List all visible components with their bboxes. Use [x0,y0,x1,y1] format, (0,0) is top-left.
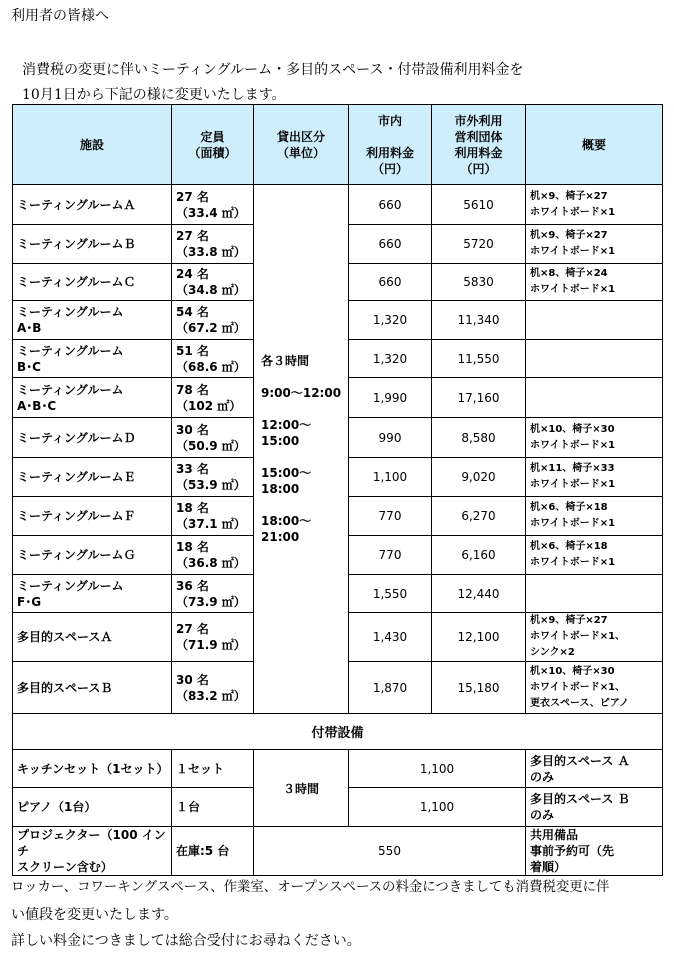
footer-line-3: 詳しい料金につきましては総合受付にお尋ねください。 [11,933,361,949]
room-outside-fee: 5610 [432,185,526,225]
room-overview: 机×6、椅子×18 ホワイトボード×1 [526,536,663,575]
room-name: ミーティングルーム F･G [13,575,172,613]
room-name: ミーティングルームＡ [13,185,172,225]
equipment-qty: １台 [172,788,254,827]
room-city-fee: 1,320 [349,340,432,378]
room-outside-fee: 9,020 [432,458,526,497]
footer-line-2: い値段を変更いたします。 [11,907,178,923]
room-name: 多目的スペースＡ [13,613,172,662]
room-capacity: 30 名 （83.2 ㎡） [172,662,254,714]
room-overview: 机×9、椅子×27 ホワイトボード×1 [526,185,663,225]
room-name: ミーティングルームＤ [13,418,172,458]
room-outside-fee: 11,340 [432,301,526,340]
header-overview: 概要 [526,105,663,185]
room-name: ミーティングルーム B･C [13,340,172,378]
room-city-fee: 660 [349,225,432,264]
room-overview: 机×10、椅子×30 ホワイトボード×1 [526,418,663,458]
room-city-fee: 1,430 [349,613,432,662]
equipment-slot: ３時間 [254,750,349,827]
room-outside-fee: 17,160 [432,378,526,418]
room-row [13,185,663,225]
room-overview [526,378,663,418]
equipment-note: 多目的スペース Ａ のみ [526,750,663,788]
room-city-fee: 990 [349,418,432,458]
room-outside-fee: 12,100 [432,613,526,662]
room-capacity: 27 名 （71.9 ㎡） [172,613,254,662]
equipment-row [13,750,663,788]
equipment-fee: 1,100 [349,788,526,827]
room-capacity: 27 名 （33.8 ㎡） [172,225,254,264]
room-overview: 机×10、椅子×30 ホワイトボード×1、 更衣スペース、ピアノ [526,662,663,714]
room-city-fee: 1,550 [349,575,432,613]
room-overview: 机×8、椅子×24 ホワイトボード×1 [526,264,663,301]
equipment-row [13,827,663,876]
room-city-fee: 770 [349,497,432,536]
room-city-fee: 1,870 [349,662,432,714]
room-name: ミーティングルームＢ [13,225,172,264]
room-outside-fee: 6,160 [432,536,526,575]
header-slot: 貸出区分 （単位） [254,105,349,185]
room-city-fee: 770 [349,536,432,575]
equipment-section-title: 付帯設備 [13,714,663,750]
room-overview [526,340,663,378]
room-outside-fee: 6,270 [432,497,526,536]
equipment-name: プロジェクター（100 インチ スクリーン含む） [13,827,172,876]
room-overview [526,301,663,340]
room-capacity: 18 名 （37.1 ㎡） [172,497,254,536]
room-name: ミーティングルーム A･B･C [13,378,172,418]
room-outside-fee: 8,580 [432,418,526,458]
room-overview: 机×6、椅子×18 ホワイトボード×1 [526,497,663,536]
room-capacity: 33 名 （53.9 ㎡） [172,458,254,497]
room-outside-fee: 5830 [432,264,526,301]
room-overview [526,575,663,613]
fee-table [12,104,663,876]
room-overview: 机×9、椅子×27 ホワイトボード×1、 シンク×2 [526,613,663,662]
room-capacity: 51 名 （68.6 ㎡） [172,340,254,378]
room-name: ミーティングルーム A･B [13,301,172,340]
header-capacity: 定員 （面積） [172,105,254,185]
room-capacity: 78 名 （102 ㎡） [172,378,254,418]
room-outside-fee: 15,180 [432,662,526,714]
room-overview: 机×11、椅子×33 ホワイトボード×1 [526,458,663,497]
room-city-fee: 660 [349,264,432,301]
room-city-fee: 1,320 [349,301,432,340]
room-capacity: 27 名 （33.4 ㎡） [172,185,254,225]
equipment-fee: 1,100 [349,750,526,788]
room-name: ミーティングルームＥ [13,458,172,497]
equipment-qty: 在庫:5 台 [172,827,254,876]
room-name: ミーティングルームＧ [13,536,172,575]
equipment-fee: 550 [254,827,526,876]
room-capacity: 36 名 （73.9 ㎡） [172,575,254,613]
room-outside-fee: 12,440 [432,575,526,613]
room-outside-fee: 11,550 [432,340,526,378]
room-city-fee: 1,990 [349,378,432,418]
equipment-name: ピアノ（1台） [13,788,172,827]
room-capacity: 30 名 （50.9 ㎡） [172,418,254,458]
header-outside-fee: 市外利用 営利団体 利用料金 （円） [432,105,526,185]
room-capacity: 54 名 （67.2 ㎡） [172,301,254,340]
equipment-qty: １セット [172,750,254,788]
equipment-note: 共用備品 事前予約可（先 着順） [526,827,663,876]
room-outside-fee: 5720 [432,225,526,264]
room-capacity: 24 名 （34.8 ㎡） [172,264,254,301]
equipment-name: キッチンセット（1セット） [13,750,172,788]
room-overview: 机×9、椅子×27 ホワイトボード×1 [526,225,663,264]
intro-line-2: 10月1日から下記の様に変更いたします。 [22,87,286,103]
header-facility: 施設 [13,105,172,185]
time-slots: 各３時間 9:00～12:00 12:00～ 15:00 15:00～ 18:00 18:00～ 21:00 [254,185,349,714]
room-name: 多目的スペースＢ [13,662,172,714]
equipment-note: 多目的スペース Ｂ のみ [526,788,663,827]
header-city-fee: 市内 利用料金 （円） [349,105,432,185]
room-capacity: 18 名 （36.8 ㎡） [172,536,254,575]
room-name: ミーティングルームＦ [13,497,172,536]
footer-line-1: ロッカー、コワーキングスペース、作業室、オープンスペースの料金につきましても消費税変更に伴 [11,880,610,895]
room-name: ミーティングルームＣ [13,264,172,301]
intro-line-1: 消費税の変更に伴いミーティングルーム・多目的スペース・付帯設備利用料金を [22,62,524,78]
room-city-fee: 660 [349,185,432,225]
greeting: 利用者の皆様へ [11,8,109,24]
room-city-fee: 1,100 [349,458,432,497]
